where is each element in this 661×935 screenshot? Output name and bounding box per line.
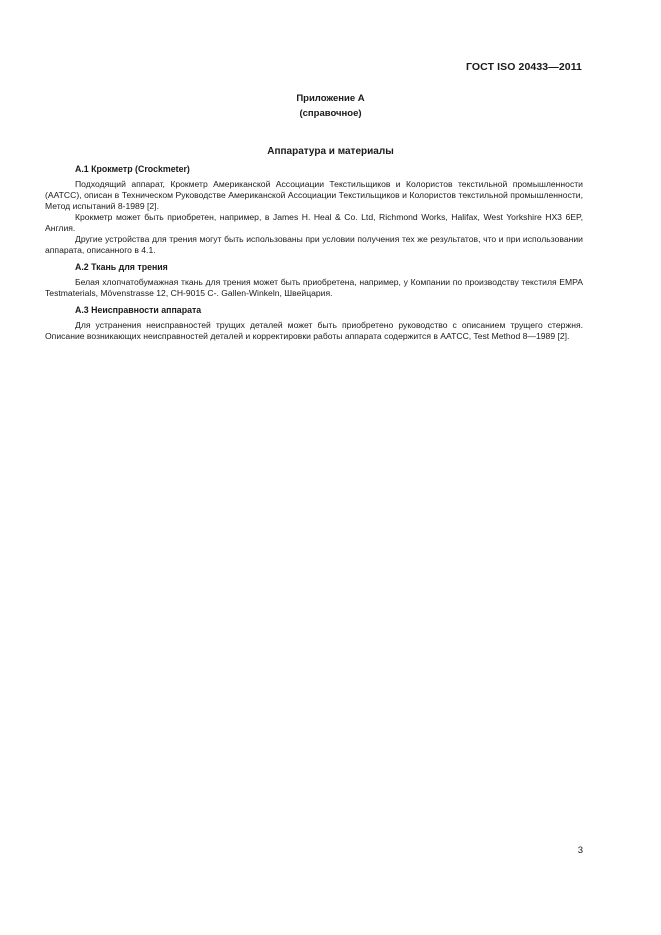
appendix-subtitle: (справочное) <box>299 108 362 119</box>
document-body <box>45 164 583 348</box>
paragraph: Крокметр может быть приобретен, например, в James H. Heal & Co. Ltd, Richmond Works, Halifax, West Yorkshire HX3 6EP, Англия. <box>45 212 583 233</box>
paragraph: Подходящий аппарат, Крокметр Американской Ассоциации Текстильщиков и Колористов текстильной промышленности (AATCC), описан в Техническом Руководстве Американской Ассоциации Текстильщиков и Колористов текстильной промышленности, Метод испытаний 8-1989 [2]. <box>45 179 583 211</box>
appendix-title: Приложение А <box>296 93 365 104</box>
section-a2 <box>45 262 583 299</box>
section-title: А.1 Крокметр (Crockmeter) <box>75 164 190 174</box>
section-a3 <box>45 305 583 342</box>
main-title: Аппаратура и материалы <box>267 146 394 157</box>
paragraph: Для устранения неисправностей трущих деталей может быть приобретено руководство с описанием трущего стержня. Описание возникающих неисправностей деталей и корректировки работы аппарата содержится в AATCC, Test Method 8—1989 [2]. <box>45 320 583 341</box>
page-number: 3 <box>577 845 583 856</box>
appendix-heading <box>0 91 661 121</box>
section-title: А.3 Неисправности аппарата <box>75 305 202 315</box>
paragraph: Другие устройства для трения могут быть использованы при условии получения тех же результатов, что и при использовании аппарата, описанного в 4.1. <box>45 234 583 255</box>
document-code: ГОСТ ISO 20433—2011 <box>465 61 582 73</box>
section-title: А.2 Ткань для трения <box>75 262 168 272</box>
paragraph: Белая хлопчатобумажная ткань для трения может быть приобретена, например, у Компании по производству текстиля EMPA Testmaterials, Mövenstrasse 12, CH-9015 С-. Gallen-Winkeln, Швейцария. <box>45 277 583 298</box>
section-a1 <box>45 164 583 256</box>
